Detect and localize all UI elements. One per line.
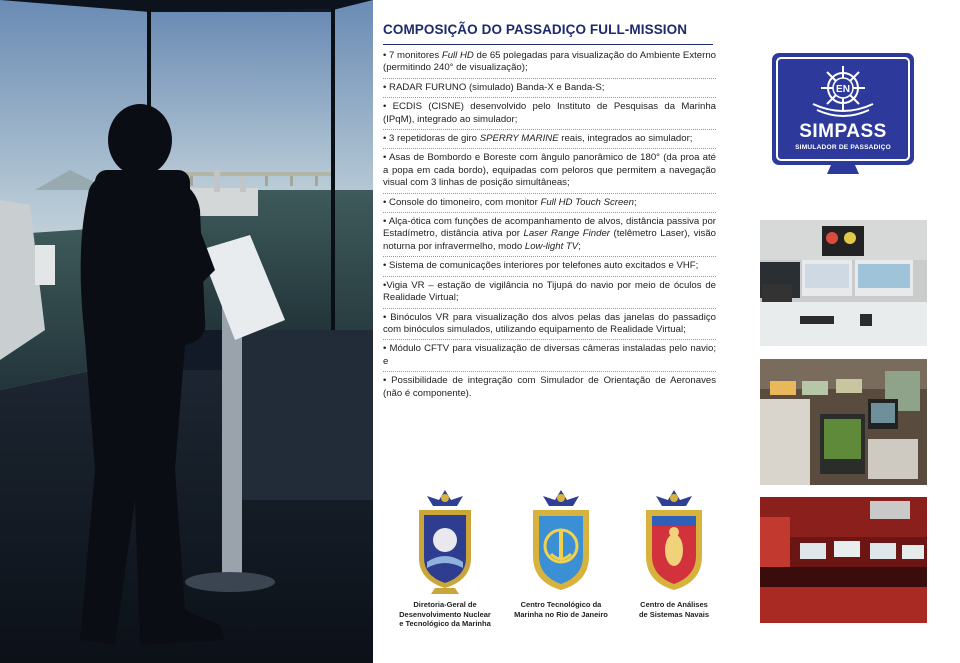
photo-console-room <box>760 220 927 346</box>
item-text: • 7 monitores <box>383 50 442 61</box>
org-dgdntm <box>385 488 505 629</box>
component-item <box>383 260 716 276</box>
org-ctmrj <box>501 488 621 619</box>
component-list <box>383 50 716 403</box>
component-item <box>383 82 716 98</box>
ctmrj-crest-icon <box>525 488 597 596</box>
dgdntm-crest-icon <box>409 488 481 596</box>
org-name-ctmrj <box>501 600 621 619</box>
emphasized-text: Full HD Touch Screen <box>540 196 634 208</box>
emphasized-text: Low-light TV <box>524 240 579 252</box>
item-text: • RADAR FURUNO (simulado) Banda-X e Banda-S; <box>383 81 605 93</box>
component-item <box>383 133 716 149</box>
item-text: • ECDIS (CISNE) desenvolvido pelo Instituto de Pesquisas da Marinha (IPqM), integrado ao simulador; <box>383 101 716 125</box>
page-title: COMPOSIÇÃO DO PASSADIÇO FULL-MISSION <box>383 22 688 37</box>
org-name-casnav <box>614 600 734 619</box>
casnav-crest-icon <box>638 488 710 596</box>
components-section <box>383 22 716 406</box>
component-item <box>383 101 716 130</box>
photo-bridge-stations <box>760 359 927 485</box>
item-text: • Asas de Bombordo e Boreste com ângulo panorâmico de 180° (da proa até a popa em cada bordo), equipadas com peloros que permitem a navegação visual com 3 linhas de posição simultâneas; <box>383 152 716 189</box>
console-room-illustration <box>760 220 927 346</box>
bridge-stations-illustration <box>760 359 927 485</box>
org-name-line: Diretoria-Geral de <box>413 600 477 609</box>
item-text: • Binóculos VR para visualização dos alvos pelas das janelas do passadiço com binóculos simulados, utilizando equipamento de Realidade Virtual; <box>383 311 716 335</box>
component-item <box>383 50 716 79</box>
item-text: • Console do timoneiro, com monitor <box>383 196 541 208</box>
org-name-line: Marinha no Rio de Janeiro <box>514 609 608 619</box>
item-text: • Alça-ótica com funções de acompanhamento de alvos, distância passiva por Estadímetro, distância ativa por <box>383 216 716 240</box>
component-item <box>383 343 716 372</box>
simpass-emblem-text: EN <box>836 84 850 95</box>
simpass-subtitle: SIMULADOR DE PASSADIÇO <box>795 144 891 151</box>
photo-red-light-bridge <box>760 497 927 623</box>
component-item <box>383 375 716 403</box>
emphasized-text: SPERRY MARINE <box>479 133 559 145</box>
item-text: • 3 repetidoras de giro <box>383 133 480 145</box>
component-item <box>383 197 716 213</box>
org-name-line: de Sistemas Navais <box>638 609 710 619</box>
red-light-bridge-illustration <box>760 497 927 623</box>
org-name-line: Centro de Análises <box>640 600 708 609</box>
item-text: ; <box>633 196 637 208</box>
item-text: (telêmetro Laser), visão noturna por infravermelho, modo <box>383 228 717 252</box>
org-name-line: e Tecnológico da Marinha <box>399 619 491 628</box>
org-casnav <box>614 488 734 619</box>
org-name-dgdntm <box>385 600 505 629</box>
org-name-line: Desenvolvimento Nuclear <box>399 609 491 619</box>
emphasized-text: Full HD <box>441 50 474 61</box>
item-text: • Sistema de comunicações interiores por telefones auto excitados e VHF; <box>383 260 699 272</box>
component-item <box>383 312 716 341</box>
simpass-title: SIMPASS <box>799 121 887 142</box>
item-text: • Módulo CFTV para visualização de diversas câmeras instaladas pelo navio; e <box>383 343 716 367</box>
item-text: de 65 polegadas para visualização do Ambiente Externo (permitindo 240° de visualização); <box>383 50 716 74</box>
officer-at-simulator-illustration <box>0 0 373 663</box>
emphasized-text: Laser Range Finder <box>523 228 610 240</box>
bridge-simulator-photo <box>0 0 373 663</box>
item-text: •Vigia VR – estação de vigilância no Tijupá do navio por meio de óculos de Realidade Virtual; <box>383 279 716 304</box>
title-divider <box>383 44 713 45</box>
org-name-line: Centro Tecnológico da <box>520 600 602 609</box>
item-text: ; <box>578 240 581 252</box>
item-text: reais, integrados ao simulador; <box>558 133 693 145</box>
component-item <box>383 216 716 257</box>
component-item <box>383 280 716 309</box>
simpass-logo <box>771 52 915 181</box>
component-item <box>383 152 716 193</box>
item-text: • Possibilidade de integração com Simulador de Orientação de Aeronaves (não é componente). <box>383 375 716 399</box>
simpass-monitor-icon <box>771 52 915 176</box>
